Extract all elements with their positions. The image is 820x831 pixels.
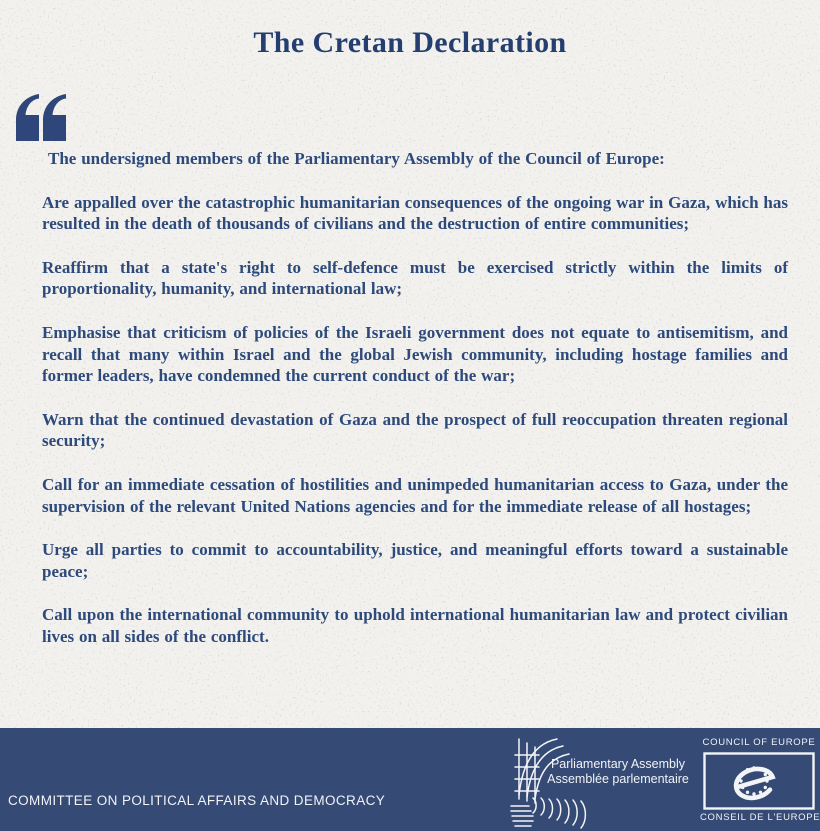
page-title: The Cretan Declaration xyxy=(253,26,567,59)
coe-label-top: COUNCIL OF EUROPE xyxy=(702,737,816,748)
committee-label: COMMITTEE ON POLITICAL AFFAIRS AND DEMOCRACY xyxy=(8,793,386,808)
pace-logo-line2: Assemblée parlementaire xyxy=(547,772,689,786)
declaration-paragraph: Warn that the continued devastation of Gaza and the prospect of full reoccupation threaten regional security; xyxy=(42,409,788,451)
declaration-paragraph: Call for an immediate cessation of hostilities and unimpeded humanitarian access to Gaza, under the supervision of the relevant United Nations agencies and for the immediate release of all hostages; xyxy=(42,474,788,516)
declaration-paragraph: Are appalled over the catastrophic humanitarian consequences of the ongoing war in Gaza, which has resulted in the death of thousands of civilians and the destruction of entire communities; xyxy=(42,192,788,234)
coe-logo xyxy=(700,737,818,824)
declaration-paragraph: Call upon the international community to uphold international humanitarian law and protect civilian lives on all sides of the conflict. xyxy=(42,605,788,646)
declaration-paragraph: Reaffirm that a state's right to self-defence must be exercised strictly within the limits of proportionality, humanity, and international law; xyxy=(42,257,788,299)
footer-bar xyxy=(0,728,820,831)
declaration-paragraph: Emphasise that criticism of policies of the Israeli government does not equate to antisemitism, and recall that many within Israel and the global Jewish community, including hostage families and former leaders, have condemned the current conduct of the war; xyxy=(42,322,788,386)
coe-emblem-icon xyxy=(703,752,815,810)
declaration-paragraph: The undersigned members of the Parliamentary Assembly of the Council of Europe: xyxy=(48,149,665,168)
pace-logo-line1: Parliamentary Assembly xyxy=(550,757,686,771)
pace-logo-text xyxy=(543,757,693,787)
declaration-text xyxy=(42,148,788,670)
declaration-paragraph: Urge all parties to commit to accountability, justice, and meaningful efforts toward a sustainable peace; xyxy=(42,540,788,581)
opening-double-quote-icon xyxy=(15,94,67,144)
coe-label-bottom: CONSEIL DE L'EUROPE xyxy=(700,812,820,823)
